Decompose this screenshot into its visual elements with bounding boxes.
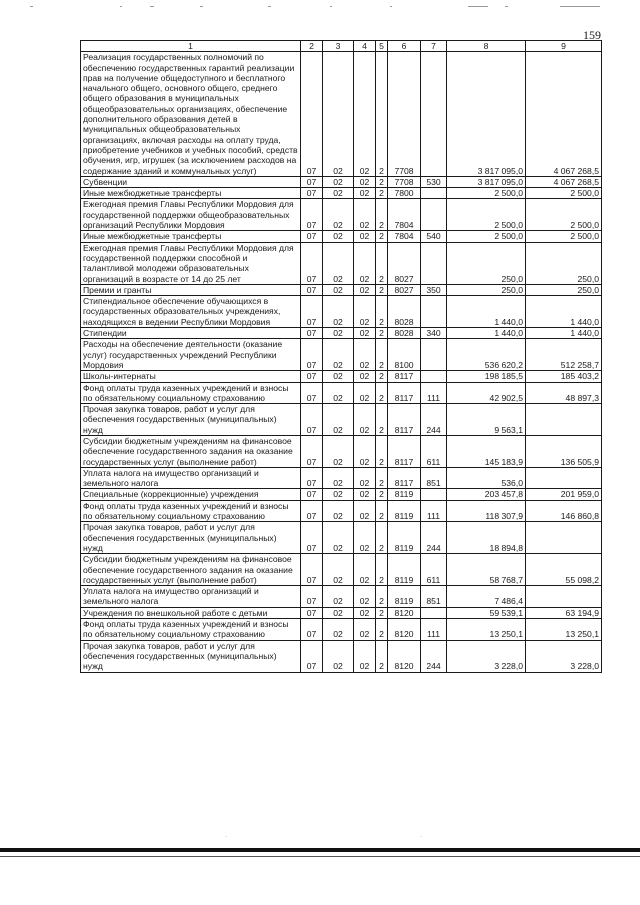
row-cell-col-3: 02	[323, 52, 354, 177]
row-cell-col-9: 2 500,0	[526, 199, 602, 231]
row-cell-col-4: 02	[354, 607, 376, 618]
row-cell-col-5: 2	[376, 188, 388, 199]
row-cell-col-7	[421, 489, 447, 500]
row-cell-col-8: 9 563,1	[447, 404, 526, 436]
header-row	[81, 41, 602, 52]
row-cell-col-4: 02	[354, 231, 376, 242]
row-cell-col-9: 48 897,3	[526, 382, 602, 404]
row-cell-col-5: 2	[376, 435, 388, 467]
budget-table	[80, 40, 602, 673]
row-cell-col-9: 185 403,2	[526, 371, 602, 382]
row-cell-col-9: 55 098,2	[526, 554, 602, 586]
row-cell-col-5: 2	[376, 607, 388, 618]
scan-bottom-bar	[0, 848, 640, 852]
row-cell-col-6: 8100	[388, 339, 421, 371]
table-row	[81, 619, 602, 641]
row-cell-col-6: 8119	[388, 586, 421, 608]
row-cell-col-6: 7804	[388, 199, 421, 231]
row-name-cell: Прочая закупка товаров, работ и услуг для обеспечения государственных (муниципальных) нужд	[81, 522, 301, 554]
row-cell-col-7	[421, 371, 447, 382]
table-row	[81, 328, 602, 339]
row-cell-col-9: 4 067 268,5	[526, 176, 602, 187]
row-cell-col-5: 2	[376, 640, 388, 672]
row-name-cell: Школы-интернаты	[81, 371, 301, 382]
header-col-7: 7	[421, 41, 447, 52]
row-cell-col-4: 02	[354, 176, 376, 187]
row-cell-col-7: 244	[421, 404, 447, 436]
row-cell-col-4: 02	[354, 467, 376, 489]
header-col-1: 1	[81, 41, 301, 52]
row-cell-col-8: 59 539,1	[447, 607, 526, 618]
row-cell-col-6: 7708	[388, 52, 421, 177]
row-cell-col-5: 2	[376, 284, 388, 295]
row-cell-col-5: 2	[376, 328, 388, 339]
row-cell-col-7: 851	[421, 586, 447, 608]
row-cell-col-2: 07	[301, 231, 323, 242]
row-cell-col-2: 07	[301, 404, 323, 436]
scan-speck: ·	[420, 834, 422, 840]
table-row	[81, 231, 602, 242]
row-cell-col-3: 02	[323, 284, 354, 295]
row-cell-col-4: 02	[354, 242, 376, 284]
table-row	[81, 554, 602, 586]
row-cell-col-3: 02	[323, 607, 354, 618]
row-cell-col-8: 3 228,0	[447, 640, 526, 672]
row-cell-col-9: 250,0	[526, 242, 602, 284]
row-cell-col-2: 07	[301, 339, 323, 371]
table-row	[81, 242, 602, 284]
row-cell-col-4: 02	[354, 188, 376, 199]
row-cell-col-4: 02	[354, 52, 376, 177]
row-cell-col-7	[421, 188, 447, 199]
row-cell-col-3: 02	[323, 371, 354, 382]
row-cell-col-4: 02	[354, 382, 376, 404]
row-cell-col-4: 02	[354, 435, 376, 467]
table-row	[81, 188, 602, 199]
row-cell-col-8: 3 817 095,0	[447, 52, 526, 177]
header-col-4: 4	[354, 41, 376, 52]
row-cell-col-8: 536,0	[447, 467, 526, 489]
row-cell-col-4: 02	[354, 284, 376, 295]
row-cell-col-7	[421, 242, 447, 284]
row-cell-col-7: 340	[421, 328, 447, 339]
scan-artifact-top	[0, 4, 640, 10]
row-cell-col-7: 611	[421, 435, 447, 467]
row-cell-col-7: 111	[421, 619, 447, 641]
row-cell-col-3: 02	[323, 188, 354, 199]
row-cell-col-3: 02	[323, 586, 354, 608]
row-cell-col-8: 2 500,0	[447, 188, 526, 199]
row-cell-col-5: 2	[376, 522, 388, 554]
row-name-cell: Уплата налога на имущество организаций и земельного налога	[81, 467, 301, 489]
table-row	[81, 640, 602, 672]
row-cell-col-5: 2	[376, 199, 388, 231]
row-cell-col-6: 8117	[388, 435, 421, 467]
row-cell-col-9: 4 067 268,5	[526, 52, 602, 177]
row-cell-col-3: 02	[323, 199, 354, 231]
row-name-cell: Иные межбюджетные трансферты	[81, 188, 301, 199]
row-cell-col-2: 07	[301, 382, 323, 404]
row-cell-col-2: 07	[301, 328, 323, 339]
row-cell-col-5: 2	[376, 242, 388, 284]
row-cell-col-5: 2	[376, 176, 388, 187]
row-cell-col-2: 07	[301, 489, 323, 500]
row-cell-col-4: 02	[354, 619, 376, 641]
row-cell-col-7: 350	[421, 284, 447, 295]
row-cell-col-3: 02	[323, 242, 354, 284]
row-cell-col-8: 3 817 095,0	[447, 176, 526, 187]
row-name-cell: Ежегодная премия Главы Республики Мордовия для государственной поддержки способной и талантливой молодежи образовательных организаций в возрасте от 14 до 25 лет	[81, 242, 301, 284]
row-cell-col-9	[526, 467, 602, 489]
row-cell-col-3: 02	[323, 296, 354, 328]
table-row	[81, 522, 602, 554]
row-cell-col-8: 2 500,0	[447, 231, 526, 242]
row-cell-col-6: 8027	[388, 242, 421, 284]
row-name-cell: Стипендиальное обеспечение обучающихся в государственных образовательных учреждениях, находящихся в ведении Республики Мордовия	[81, 296, 301, 328]
row-cell-col-7: 244	[421, 522, 447, 554]
row-cell-col-2: 07	[301, 619, 323, 641]
row-cell-col-7	[421, 607, 447, 618]
row-name-cell: Учреждения по внешкольной работе с детьми	[81, 607, 301, 618]
scan-bottom-line	[0, 856, 640, 857]
row-name-cell: Субсидии бюджетным учреждениям на финансовое обеспечение государственного задания на оказание государственных услуг (выполнение работ)	[81, 435, 301, 467]
row-cell-col-9: 201 959,0	[526, 489, 602, 500]
row-cell-col-8: 1 440,0	[447, 328, 526, 339]
row-cell-col-4: 02	[354, 328, 376, 339]
row-cell-col-8: 7 486,4	[447, 586, 526, 608]
scan-speck: ·	[225, 834, 227, 840]
table-row	[81, 176, 602, 187]
row-cell-col-5: 2	[376, 489, 388, 500]
row-name-cell: Иные межбюджетные трансферты	[81, 231, 301, 242]
table-row	[81, 199, 602, 231]
row-cell-col-9	[526, 586, 602, 608]
row-cell-col-8: 536 620,2	[447, 339, 526, 371]
row-name-cell: Фонд оплаты труда казенных учреждений и взносы по обязательному социальному страхованию	[81, 500, 301, 522]
table-row	[81, 404, 602, 436]
row-cell-col-3: 02	[323, 328, 354, 339]
row-cell-col-2: 07	[301, 52, 323, 177]
row-cell-col-4: 02	[354, 640, 376, 672]
table-row	[81, 489, 602, 500]
row-cell-col-3: 02	[323, 467, 354, 489]
row-name-cell: Фонд оплаты труда казенных учреждений и взносы по обязательному социальному страхованию	[81, 382, 301, 404]
row-cell-col-6: 7708	[388, 176, 421, 187]
row-cell-col-3: 02	[323, 489, 354, 500]
row-name-cell: Ежегодная премия Главы Республики Мордовия для государственной поддержки общеобразовательных организаций Республики Мордовия	[81, 199, 301, 231]
table-row	[81, 339, 602, 371]
row-cell-col-2: 07	[301, 284, 323, 295]
row-cell-col-3: 02	[323, 522, 354, 554]
row-cell-col-4: 02	[354, 586, 376, 608]
header-col-3: 3	[323, 41, 354, 52]
row-cell-col-3: 02	[323, 382, 354, 404]
row-cell-col-6: 7800	[388, 188, 421, 199]
header-col-6: 6	[388, 41, 421, 52]
page-number: 159	[583, 28, 601, 42]
row-name-cell: Специальные (коррекционные) учреждения	[81, 489, 301, 500]
row-cell-col-7: 244	[421, 640, 447, 672]
row-cell-col-7	[421, 52, 447, 177]
row-cell-col-2: 07	[301, 435, 323, 467]
row-cell-col-4: 02	[354, 500, 376, 522]
row-cell-col-6: 8027	[388, 284, 421, 295]
header-col-2: 2	[301, 41, 323, 52]
row-cell-col-5: 2	[376, 296, 388, 328]
row-cell-col-9: 2 500,0	[526, 231, 602, 242]
row-name-cell: Прочая закупка товаров, работ и услуг для обеспечения государственных (муниципальных) нужд	[81, 640, 301, 672]
row-name-cell: Уплата налога на имущество организаций и земельного налога	[81, 586, 301, 608]
table-row	[81, 371, 602, 382]
header-col-5: 5	[376, 41, 388, 52]
row-cell-col-2: 07	[301, 176, 323, 187]
row-cell-col-8: 18 894,8	[447, 522, 526, 554]
row-cell-col-5: 2	[376, 619, 388, 641]
row-cell-col-7: 111	[421, 500, 447, 522]
row-cell-col-6: 8119	[388, 489, 421, 500]
row-name-cell: Прочая закупка товаров, работ и услуг для обеспечения государственных (муниципальных) нужд	[81, 404, 301, 436]
row-cell-col-9: 1 440,0	[526, 328, 602, 339]
row-cell-col-9: 1 440,0	[526, 296, 602, 328]
row-cell-col-4: 02	[354, 296, 376, 328]
row-cell-col-7	[421, 339, 447, 371]
row-cell-col-3: 02	[323, 339, 354, 371]
table-row	[81, 296, 602, 328]
row-cell-col-6: 8119	[388, 554, 421, 586]
row-cell-col-7	[421, 296, 447, 328]
row-name-cell: Расходы на обеспечение деятельности (оказание услуг) государственных учреждений Республики Мордовия	[81, 339, 301, 371]
row-cell-col-4: 02	[354, 404, 376, 436]
row-cell-col-8: 1 440,0	[447, 296, 526, 328]
row-cell-col-2: 07	[301, 522, 323, 554]
row-cell-col-4: 02	[354, 554, 376, 586]
row-cell-col-6: 8117	[388, 382, 421, 404]
row-cell-col-6: 8120	[388, 619, 421, 641]
row-cell-col-9: 136 505,9	[526, 435, 602, 467]
row-cell-col-8: 250,0	[447, 242, 526, 284]
row-cell-col-2: 07	[301, 467, 323, 489]
row-cell-col-9: 13 250,1	[526, 619, 602, 641]
row-name-cell: Субсидии бюджетным учреждениям на финансовое обеспечение государственного задания на оказание государственных услуг (выполнение работ)	[81, 554, 301, 586]
row-cell-col-9: 2 500,0	[526, 188, 602, 199]
row-name-cell: Премии и гранты	[81, 284, 301, 295]
row-cell-col-4: 02	[354, 371, 376, 382]
row-cell-col-8: 198 185,5	[447, 371, 526, 382]
table-row	[81, 382, 602, 404]
row-cell-col-5: 2	[376, 554, 388, 586]
row-cell-col-5: 2	[376, 52, 388, 177]
row-name-cell: Стипендии	[81, 328, 301, 339]
row-cell-col-5: 2	[376, 467, 388, 489]
row-cell-col-7: 111	[421, 382, 447, 404]
row-cell-col-6: 8028	[388, 296, 421, 328]
row-cell-col-9	[526, 522, 602, 554]
table-row	[81, 586, 602, 608]
row-cell-col-9: 512 258,7	[526, 339, 602, 371]
row-cell-col-3: 02	[323, 500, 354, 522]
table-row	[81, 467, 602, 489]
row-cell-col-2: 07	[301, 640, 323, 672]
row-cell-col-8: 250,0	[447, 284, 526, 295]
row-cell-col-2: 07	[301, 607, 323, 618]
row-cell-col-8: 2 500,0	[447, 199, 526, 231]
row-cell-col-2: 07	[301, 500, 323, 522]
row-name-cell: Фонд оплаты труда казенных учреждений и взносы по обязательному социальному страхованию	[81, 619, 301, 641]
row-cell-col-2: 07	[301, 296, 323, 328]
header-col-9: 9	[526, 41, 602, 52]
row-cell-col-7: 611	[421, 554, 447, 586]
row-cell-col-9: 3 228,0	[526, 640, 602, 672]
row-cell-col-8: 42 902,5	[447, 382, 526, 404]
row-cell-col-9: 250,0	[526, 284, 602, 295]
row-cell-col-2: 07	[301, 586, 323, 608]
row-cell-col-6: 8028	[388, 328, 421, 339]
row-cell-col-3: 02	[323, 231, 354, 242]
row-cell-col-6: 8120	[388, 607, 421, 618]
row-cell-col-6: 7804	[388, 231, 421, 242]
row-cell-col-5: 2	[376, 382, 388, 404]
row-cell-col-6: 8117	[388, 404, 421, 436]
row-name-cell: Реализация государственных полномочий по обеспечению государственных гарантий реализации прав на получение общедоступного и бесплатного начального общего, основного общего, среднего общего образования в муниципальных общеобразовательных организациях, обеспечение дополнительного образования детей в муниципальных общеобразовательных организациях, включая расходы на оплату труда, приобретение учебников и учебных пособий, средств обучения, игр, игрушек (за исключением расходов на содержание зданий и коммунальных услуг)	[81, 52, 301, 177]
row-cell-col-2: 07	[301, 188, 323, 199]
row-cell-col-3: 02	[323, 619, 354, 641]
row-cell-col-9: 63 194,9	[526, 607, 602, 618]
row-cell-col-4: 02	[354, 489, 376, 500]
row-cell-col-7	[421, 199, 447, 231]
row-cell-col-5: 2	[376, 231, 388, 242]
row-cell-col-2: 07	[301, 199, 323, 231]
table-row	[81, 284, 602, 295]
table-row	[81, 435, 602, 467]
row-cell-col-8: 58 768,7	[447, 554, 526, 586]
row-cell-col-5: 2	[376, 404, 388, 436]
row-cell-col-6: 8117	[388, 467, 421, 489]
row-cell-col-3: 02	[323, 554, 354, 586]
row-cell-col-9: 146 860,8	[526, 500, 602, 522]
table-row	[81, 500, 602, 522]
table-row	[81, 607, 602, 618]
row-cell-col-6: 8120	[388, 640, 421, 672]
row-cell-col-3: 02	[323, 404, 354, 436]
header-col-8: 8	[447, 41, 526, 52]
row-cell-col-4: 02	[354, 522, 376, 554]
row-cell-col-5: 2	[376, 586, 388, 608]
row-cell-col-3: 02	[323, 176, 354, 187]
row-cell-col-7: 530	[421, 176, 447, 187]
row-cell-col-2: 07	[301, 371, 323, 382]
row-cell-col-2: 07	[301, 242, 323, 284]
row-cell-col-2: 07	[301, 554, 323, 586]
table-body	[81, 52, 602, 672]
row-cell-col-3: 02	[323, 640, 354, 672]
row-cell-col-5: 2	[376, 500, 388, 522]
row-cell-col-5: 2	[376, 371, 388, 382]
row-cell-col-6: 8119	[388, 522, 421, 554]
row-cell-col-9	[526, 404, 602, 436]
row-name-cell: Субвенции	[81, 176, 301, 187]
row-cell-col-8: 145 183,9	[447, 435, 526, 467]
row-cell-col-8: 203 457,8	[447, 489, 526, 500]
row-cell-col-8: 13 250,1	[447, 619, 526, 641]
row-cell-col-6: 8117	[388, 371, 421, 382]
row-cell-col-6: 8119	[388, 500, 421, 522]
row-cell-col-5: 2	[376, 339, 388, 371]
row-cell-col-7: 540	[421, 231, 447, 242]
row-cell-col-3: 02	[323, 435, 354, 467]
row-cell-col-7: 851	[421, 467, 447, 489]
row-cell-col-4: 02	[354, 199, 376, 231]
row-cell-col-4: 02	[354, 339, 376, 371]
table-row	[81, 52, 602, 177]
row-cell-col-8: 118 307,9	[447, 500, 526, 522]
